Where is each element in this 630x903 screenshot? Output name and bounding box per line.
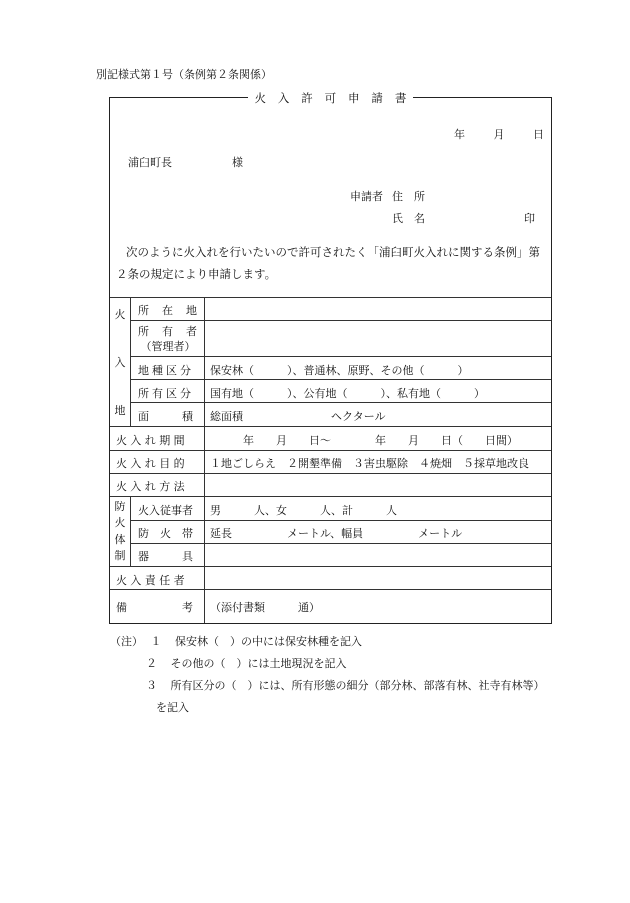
note-text: その他の（ ）には土地現況を記入: [170, 657, 347, 670]
value-remarks[interactable]: （添付書類 通）: [210, 601, 320, 614]
applicant-address-label: 住 所: [392, 190, 425, 203]
value-period[interactable]: 年 月 日～ 年 月 日（ 日間）: [210, 434, 518, 447]
label-owner-sub: （管理者）: [140, 340, 196, 353]
date-year: 年: [454, 128, 465, 141]
note-number: ３: [146, 679, 157, 692]
label-owner: 所 有 者: [138, 325, 198, 338]
divider: [204, 297, 205, 623]
label-workers: 火入従事者: [138, 504, 193, 517]
form-title: 火 入 許 可 申 請 書: [248, 91, 412, 105]
note-item: [110, 675, 545, 697]
value-firebreak[interactable]: 延長 メートル、幅員 メートル: [210, 527, 463, 540]
date-day: 日: [533, 128, 544, 141]
intro-line-2: ２条の規定により申請します。: [116, 267, 277, 281]
label-purpose: 火入れ目的: [116, 457, 188, 470]
label-location: 所 在 地: [138, 304, 198, 317]
label-period: 火入れ期間: [116, 434, 188, 447]
note-text: 保安林（ ）の中には保安林種を記入: [175, 635, 362, 648]
rule: [130, 379, 551, 380]
label-method: 火入れ方法: [116, 480, 188, 493]
value-purpose[interactable]: １地ごしらえ ２開墾準備 ３害虫駆除 ４焼畑 ５採草地改良: [210, 457, 529, 470]
rule: [130, 520, 551, 521]
label-remarks: 備 考: [116, 601, 193, 614]
rule: [130, 402, 551, 403]
note-number: ２: [146, 657, 157, 670]
addressee-honorific: 様: [232, 156, 243, 169]
rule: [110, 297, 551, 298]
group-label-fire-site: 火 入 地: [114, 308, 126, 417]
note-item: [110, 653, 545, 675]
divider: [130, 297, 131, 426]
rule: [110, 496, 551, 497]
rule: [110, 566, 551, 567]
note-text: 所有区分の（ ）には、所有形態の細分（部分林、部落有林、社寺有林等）: [170, 679, 545, 692]
rule: [110, 589, 551, 590]
label-firebreak: 防 火 帯: [138, 527, 193, 540]
note-item: [110, 631, 545, 653]
rule: [110, 473, 551, 474]
label-responsible: 火入責任者: [116, 574, 188, 587]
value-workers[interactable]: 男 人、女 人、計 人: [210, 504, 397, 517]
group-label-fire-defense: 防 火 体 制: [114, 500, 126, 562]
label-land-type: 地種区分: [138, 364, 194, 377]
value-ownership[interactable]: 国有地（ ）、公有地（ ）、私有地（ ）: [210, 387, 485, 400]
note-continuation: を記入: [156, 701, 189, 714]
form-title-wrap: [110, 90, 551, 106]
rule: [110, 426, 551, 427]
divider: [130, 496, 131, 566]
rule: [130, 320, 551, 321]
date-month: 月: [493, 128, 505, 141]
note-number: １: [150, 635, 162, 648]
rule: [130, 543, 551, 544]
value-area[interactable]: 総面積 ヘクタール: [210, 410, 386, 423]
applicant-label: 申請者: [350, 190, 383, 203]
value-land-type[interactable]: 保安林（ ）、普通林、原野、その他（ ）: [210, 364, 469, 377]
notes-section: [110, 631, 545, 719]
intro-line-1: 次のように火入れを行いたいので許可されたく「浦臼町火入れに関する条例」第: [126, 245, 540, 259]
date-line: [454, 126, 544, 142]
application-form: [109, 91, 552, 624]
rule: [130, 356, 551, 357]
label-area: 面 積: [138, 410, 193, 423]
applicant-name-label: 氏 名: [392, 212, 425, 225]
form-header: 別記様式第１号（条例第２条関係）: [96, 68, 272, 81]
rule: [110, 450, 551, 451]
addressee-name: 浦臼町長: [128, 156, 172, 169]
label-equipment: 器 具: [138, 550, 193, 563]
seal-mark: 印: [524, 212, 535, 225]
notes-prefix: （注）: [110, 635, 143, 648]
label-ownership: 所有区分: [138, 387, 194, 400]
